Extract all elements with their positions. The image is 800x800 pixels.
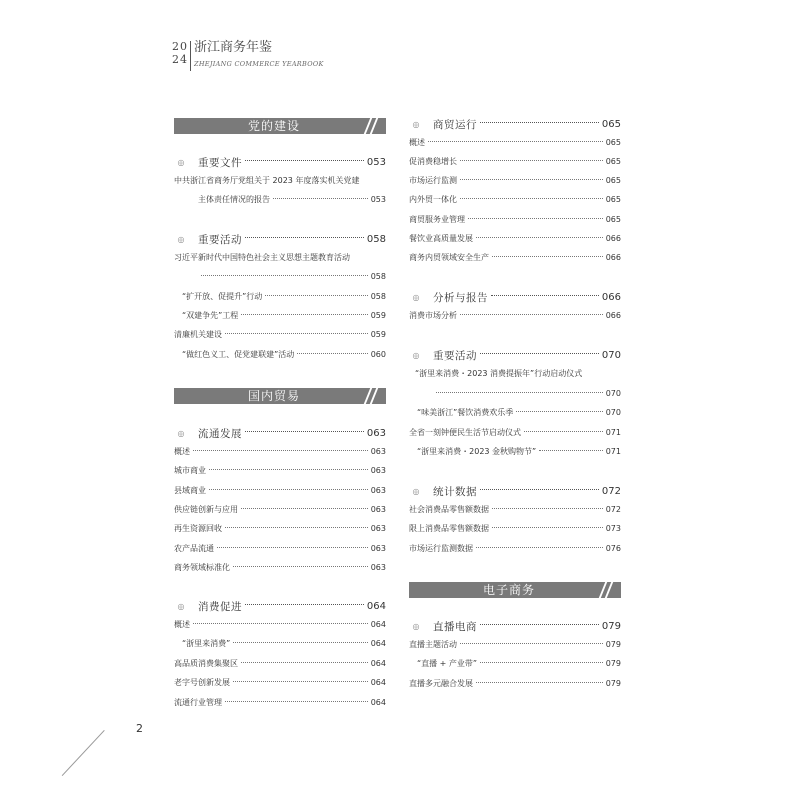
- part-title: 国内贸易: [247, 389, 300, 403]
- dot-leader: [524, 431, 603, 432]
- dot-leader: [491, 295, 599, 296]
- entry-title: 全省一刻钟便民生活节启动仪式: [409, 428, 521, 437]
- page-number: 058: [370, 292, 386, 301]
- dot-leader: [273, 198, 368, 199]
- toc-entry[interactable]: [409, 407, 621, 419]
- entry-title: 农产品流通: [174, 544, 214, 553]
- toc-entry-line[interactable]: “浙里来消费・2023 消费提振年”行动启动仪式: [415, 369, 583, 378]
- page-number: 053: [366, 157, 386, 168]
- page-number: 070: [605, 408, 621, 417]
- page-number: 064: [370, 659, 386, 668]
- toc-entry[interactable]: [409, 233, 621, 245]
- page-number: 072: [601, 486, 621, 497]
- yearbook-subtitle: ZHEJIANG COMMERCE YEARBOOK: [194, 60, 324, 68]
- dot-leader: [265, 295, 367, 296]
- dot-leader: [209, 469, 368, 470]
- bullet-circle-icon: ◎: [412, 487, 420, 496]
- dot-leader: [225, 333, 368, 334]
- toc-entry[interactable]: [409, 639, 621, 651]
- toc-entry[interactable]: [409, 137, 621, 149]
- year-bottom: 24: [172, 53, 188, 66]
- toc-section[interactable]: [409, 620, 621, 634]
- entry-title: 高品质消费集聚区: [174, 659, 238, 668]
- page-number: 063: [366, 428, 386, 439]
- entry-title: 社会消费品零售额数据: [409, 505, 489, 514]
- part-banner-party-building: [174, 118, 386, 134]
- section-title: 分析与报告: [433, 292, 488, 304]
- dot-leader: [245, 604, 364, 605]
- toc-entry[interactable]: [174, 638, 386, 650]
- toc-entry[interactable]: [174, 504, 386, 516]
- page-number: 079: [605, 659, 621, 668]
- entry-title: 直播主题活动: [409, 640, 457, 649]
- dot-leader: [492, 256, 603, 257]
- dot-leader: [201, 275, 368, 276]
- bullet-circle-icon: ◎: [412, 120, 420, 129]
- entry-title: 消费市场分析: [409, 311, 457, 320]
- part-title: 党的建设: [247, 119, 300, 133]
- part-banner-domestic-trade: [174, 388, 386, 404]
- dot-leader: [209, 489, 368, 490]
- entry-title: “双建争先”工程: [182, 311, 239, 320]
- dot-leader: [233, 566, 368, 567]
- dot-leader: [492, 527, 603, 528]
- toc-entry[interactable]: [174, 485, 386, 497]
- toc-entry[interactable]: [174, 562, 386, 574]
- dot-leader: [516, 411, 602, 412]
- toc-entry[interactable]: [409, 658, 621, 670]
- page-number: 059: [370, 311, 386, 320]
- page-number: 058: [370, 272, 386, 281]
- dot-leader: [492, 508, 603, 509]
- section-title: 重要文件: [198, 157, 242, 169]
- bullet-circle-icon: ◎: [177, 235, 185, 244]
- section-title: 统计数据: [433, 486, 477, 498]
- toc-section[interactable]: [409, 349, 621, 363]
- entry-title: 商务内贸领域安全生产: [409, 253, 489, 262]
- bullet-circle-icon: ◎: [177, 429, 185, 438]
- toc-entry[interactable]: [174, 446, 386, 458]
- dot-leader: [193, 623, 368, 624]
- page-number: 066: [605, 311, 621, 320]
- toc-entry[interactable]: [409, 194, 621, 206]
- entry-title: 餐饮业高质量发展: [409, 234, 473, 243]
- page-number: 063: [370, 486, 386, 495]
- toc-entry[interactable]: [174, 349, 386, 361]
- entry-title: “味美浙江”餐饮消费欢乐季: [417, 408, 514, 417]
- page-number: 064: [370, 620, 386, 629]
- toc-entry[interactable]: [174, 310, 386, 322]
- corner-line-decoration: [62, 730, 105, 776]
- page-number: 079: [605, 679, 621, 688]
- page-number: 064: [366, 601, 386, 612]
- page-number: 064: [370, 678, 386, 687]
- page-number: 065: [605, 176, 621, 185]
- toc-entry[interactable]: [409, 427, 621, 439]
- page-number: 063: [370, 544, 386, 553]
- entry-title: 直播多元融合发展: [409, 679, 473, 688]
- page-number: 060: [370, 350, 386, 359]
- toc-section[interactable]: [409, 291, 621, 305]
- entry-title: “浙里来消费”: [182, 639, 231, 648]
- toc-entry[interactable]: [409, 252, 621, 264]
- dot-leader: [297, 353, 367, 354]
- toc-entry[interactable]: [409, 504, 621, 516]
- dot-leader: [241, 508, 368, 509]
- toc-entry[interactable]: [174, 619, 386, 631]
- entry-title: 再生资源回收: [174, 524, 222, 533]
- yearbook-year: [172, 40, 188, 66]
- dot-leader: [476, 547, 603, 548]
- toc-section[interactable]: [409, 485, 621, 499]
- toc-entry-line[interactable]: 中共浙江省商务厅党组关于 2023 年度落实机关党建: [174, 176, 360, 185]
- part-banner-e-commerce: [409, 582, 621, 598]
- entry-title: 概述: [174, 620, 190, 629]
- toc-entry[interactable]: [409, 175, 621, 187]
- dot-leader: [245, 160, 364, 161]
- dot-leader: [241, 314, 367, 315]
- dot-leader: [460, 314, 603, 315]
- page-number: 063: [370, 563, 386, 572]
- entry-title: 概述: [174, 447, 190, 456]
- dot-leader: [539, 450, 603, 451]
- page-number: 076: [605, 544, 621, 553]
- entry-title: “做红色义工、促党建联建”活动: [182, 350, 295, 359]
- page-number: 065: [601, 119, 621, 130]
- page-number: 079: [601, 621, 621, 632]
- page-number: 058: [366, 234, 386, 245]
- toc-entry[interactable]: [409, 678, 621, 690]
- dot-leader: [480, 662, 603, 663]
- page-number: 066: [601, 292, 621, 303]
- page-number: 066: [605, 253, 621, 262]
- page-number: 070: [605, 389, 621, 398]
- dot-leader: [241, 662, 368, 663]
- page-number: 065: [605, 195, 621, 204]
- toc-entry[interactable]: [174, 194, 386, 206]
- toc-entry[interactable]: [174, 271, 386, 283]
- page-number: 064: [370, 639, 386, 648]
- dot-leader: [460, 179, 603, 180]
- section-title: 商贸运行: [433, 119, 477, 131]
- dot-leader: [476, 682, 603, 683]
- page-number: 064: [370, 698, 386, 707]
- dot-leader: [468, 218, 603, 219]
- dot-leader: [480, 624, 599, 625]
- entry-title: 主体责任情况的报告: [198, 195, 270, 204]
- entry-title: 流通行业管理: [174, 698, 222, 707]
- toc-entry[interactable]: [174, 697, 386, 709]
- page-number: 063: [370, 524, 386, 533]
- bullet-circle-icon: ◎: [412, 351, 420, 360]
- dot-leader: [428, 141, 603, 142]
- entry-title: 供应链创新与应用: [174, 505, 238, 514]
- entry-title: 市场运行监测数据: [409, 544, 473, 553]
- page-number: 063: [370, 447, 386, 456]
- page-number: 059: [370, 330, 386, 339]
- entry-title: 商务领域标准化: [174, 563, 230, 572]
- page-number: 066: [605, 234, 621, 243]
- dot-leader: [460, 198, 603, 199]
- page-number: 071: [605, 428, 621, 437]
- toc-section[interactable]: [174, 427, 386, 441]
- entry-title: “直播 + 产业带”: [417, 659, 478, 668]
- entry-title: 限上消费品零售额数据: [409, 524, 489, 533]
- entry-title: 促消费稳增长: [409, 157, 457, 166]
- dot-leader: [225, 701, 368, 702]
- bullet-circle-icon: ◎: [412, 293, 420, 302]
- page-number: 053: [370, 195, 386, 204]
- entry-title: 市场运行监测: [409, 176, 457, 185]
- page-number: 063: [370, 466, 386, 475]
- toc-section[interactable]: [174, 156, 386, 170]
- section-title: 消费促进: [198, 601, 242, 613]
- yearbook-title: 浙江商务年鉴: [194, 40, 273, 55]
- toc-entry[interactable]: [174, 677, 386, 689]
- section-title: 重要活动: [433, 350, 477, 362]
- section-title: 直播电商: [433, 621, 477, 633]
- page-number: 065: [605, 157, 621, 166]
- part-title: 电子商务: [482, 583, 535, 597]
- toc-section[interactable]: [174, 233, 386, 247]
- page-number: 063: [370, 505, 386, 514]
- toc-entry[interactable]: [174, 523, 386, 535]
- entry-title: 概述: [409, 138, 425, 147]
- section-title: 重要活动: [198, 234, 242, 246]
- page-number: 071: [605, 447, 621, 456]
- toc-entry[interactable]: [409, 156, 621, 168]
- toc-entry[interactable]: [409, 543, 621, 555]
- entry-title: 商贸服务业管理: [409, 215, 465, 224]
- entry-title: 清廉机关建设: [174, 330, 222, 339]
- toc-section[interactable]: [409, 118, 621, 132]
- page-number: 065: [605, 215, 621, 224]
- bullet-circle-icon: ◎: [412, 622, 420, 631]
- entry-title: 县域商业: [174, 486, 206, 495]
- toc-entry[interactable]: [409, 446, 621, 458]
- dot-leader: [225, 527, 368, 528]
- page-number: 079: [605, 640, 621, 649]
- dot-leader: [480, 489, 599, 490]
- section-title: 流通发展: [198, 428, 242, 440]
- toc-entry[interactable]: [174, 465, 386, 477]
- toc-entry[interactable]: [174, 658, 386, 670]
- entry-title: 内外贸一体化: [409, 195, 457, 204]
- toc-entry-line[interactable]: 习近平新时代中国特色社会主义思想主题教育活动: [174, 253, 350, 262]
- bullet-circle-icon: ◎: [177, 602, 185, 611]
- dot-leader: [233, 681, 368, 682]
- dot-leader: [436, 392, 603, 393]
- dot-leader: [193, 450, 368, 451]
- dot-leader: [245, 237, 364, 238]
- page-number: 070: [601, 350, 621, 361]
- page-number: 072: [605, 505, 621, 514]
- toc-section[interactable]: [174, 600, 386, 614]
- toc-entry[interactable]: [174, 291, 386, 303]
- toc-entry[interactable]: [409, 388, 621, 400]
- dot-leader: [480, 353, 599, 354]
- dot-leader: [476, 237, 603, 238]
- page-number: 073: [605, 524, 621, 533]
- page-number: 065: [605, 138, 621, 147]
- dot-leader: [217, 547, 368, 548]
- dot-leader: [460, 160, 603, 161]
- toc-entry[interactable]: [409, 523, 621, 535]
- dot-leader: [460, 643, 603, 644]
- entry-title: “扩开放、促提升”行动: [182, 292, 263, 301]
- dot-leader: [245, 431, 364, 432]
- page-number-footer: 2: [136, 722, 143, 735]
- toc-entry[interactable]: [409, 214, 621, 226]
- bullet-circle-icon: ◎: [177, 158, 185, 167]
- toc-entry[interactable]: [174, 329, 386, 341]
- dot-leader: [233, 642, 367, 643]
- entry-title: “浙里来消费・2023 金秋购物节”: [417, 447, 537, 456]
- entry-title: 城市商业: [174, 466, 206, 475]
- dot-leader: [480, 122, 599, 123]
- toc-entry[interactable]: [174, 543, 386, 555]
- entry-title: 老字号创新发展: [174, 678, 230, 687]
- toc-entry[interactable]: [409, 310, 621, 322]
- year-top: 20: [172, 40, 188, 53]
- header-divider: [190, 41, 191, 71]
